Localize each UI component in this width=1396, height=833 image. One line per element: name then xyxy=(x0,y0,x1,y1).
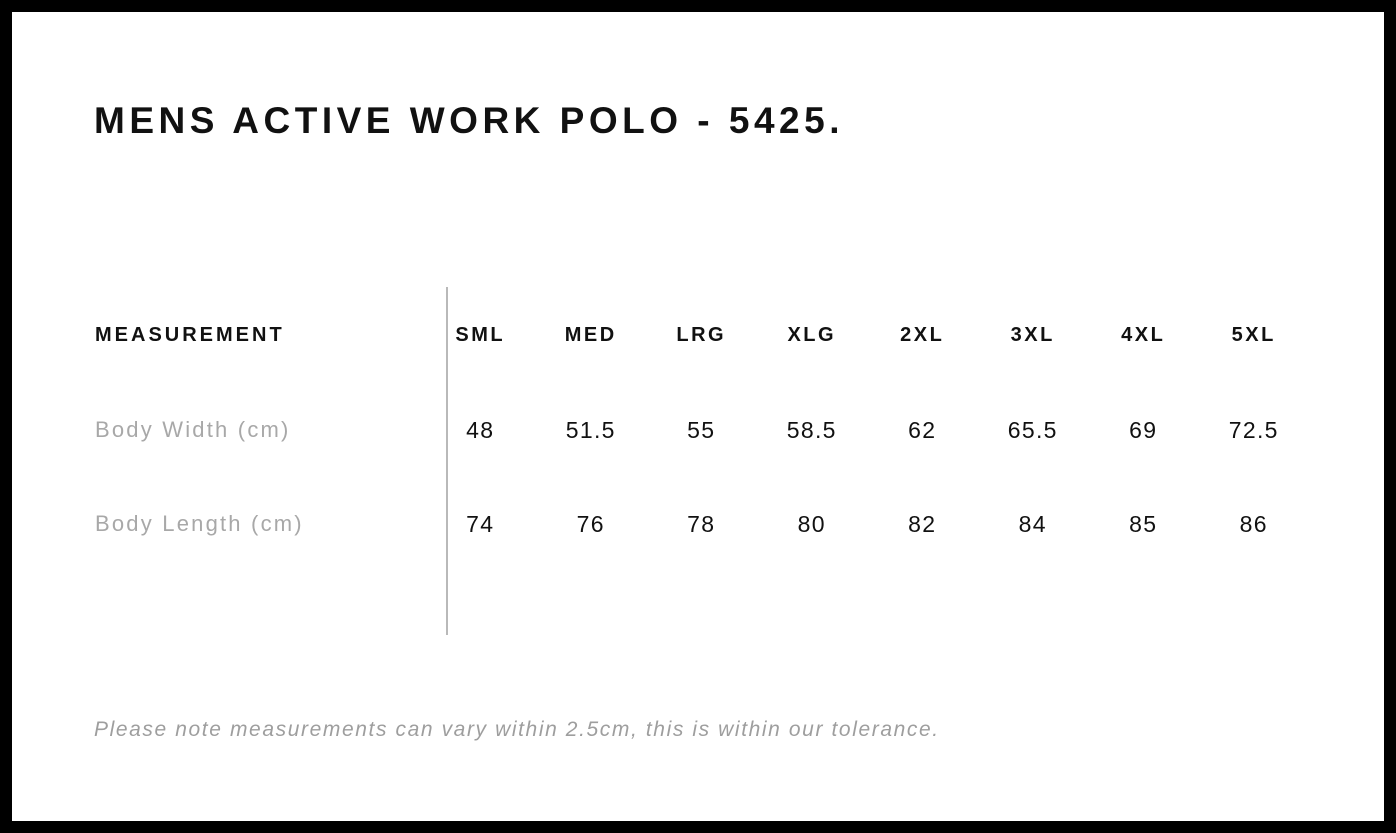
cell-body-width-5xl: 72.5 xyxy=(1228,416,1279,443)
cell-body-length-3xl: 84 xyxy=(1018,510,1047,537)
cell-body-width-3xl: 65.5 xyxy=(1007,416,1058,443)
cell-body-length-xlg: 80 xyxy=(797,510,826,537)
size-chart-page xyxy=(12,12,1384,821)
table-row xyxy=(94,383,1309,477)
cell-body-width-4xl: 69 xyxy=(1129,416,1158,443)
cell-body-length-lrg: 78 xyxy=(687,510,716,537)
table-vertical-divider xyxy=(446,287,448,635)
row-label-body-length: Body Length (cm) xyxy=(95,511,304,536)
cell-body-width-lrg: 55 xyxy=(687,416,716,443)
table-header-row xyxy=(94,287,1309,383)
column-header-size-med: MED xyxy=(564,323,617,346)
column-header-measurement: MEASUREMENT xyxy=(95,323,285,346)
column-header-size-2xl: 2XL xyxy=(900,323,945,346)
cell-body-width-sml: 48 xyxy=(466,416,495,443)
tolerance-note: Please note measurements can vary within 2.5cm, this is within our tolerance. xyxy=(94,718,940,741)
column-header-size-5xl: 5XL xyxy=(1231,323,1276,346)
column-header-size-sml: SML xyxy=(455,323,506,346)
column-header-size-3xl: 3XL xyxy=(1010,323,1055,346)
column-header-size-lrg: LRG xyxy=(676,323,727,346)
cell-body-length-sml: 74 xyxy=(466,510,495,537)
column-header-size-xlg: XLG xyxy=(787,323,837,346)
size-table-container xyxy=(94,287,1309,571)
row-label-body-width: Body Width (cm) xyxy=(95,417,291,442)
cell-body-width-med: 51.5 xyxy=(565,416,616,443)
cell-body-length-4xl: 85 xyxy=(1129,510,1158,537)
cell-body-width-2xl: 62 xyxy=(908,416,937,443)
cell-body-width-xlg: 58.5 xyxy=(786,416,837,443)
cell-body-length-med: 76 xyxy=(576,510,605,537)
size-table xyxy=(94,287,1309,571)
column-header-size-4xl: 4XL xyxy=(1121,323,1166,346)
cell-body-length-5xl: 86 xyxy=(1239,510,1268,537)
page-title: MENS ACTIVE WORK POLO - 5425. xyxy=(94,100,844,141)
table-row xyxy=(94,477,1309,571)
cell-body-length-2xl: 82 xyxy=(908,510,937,537)
